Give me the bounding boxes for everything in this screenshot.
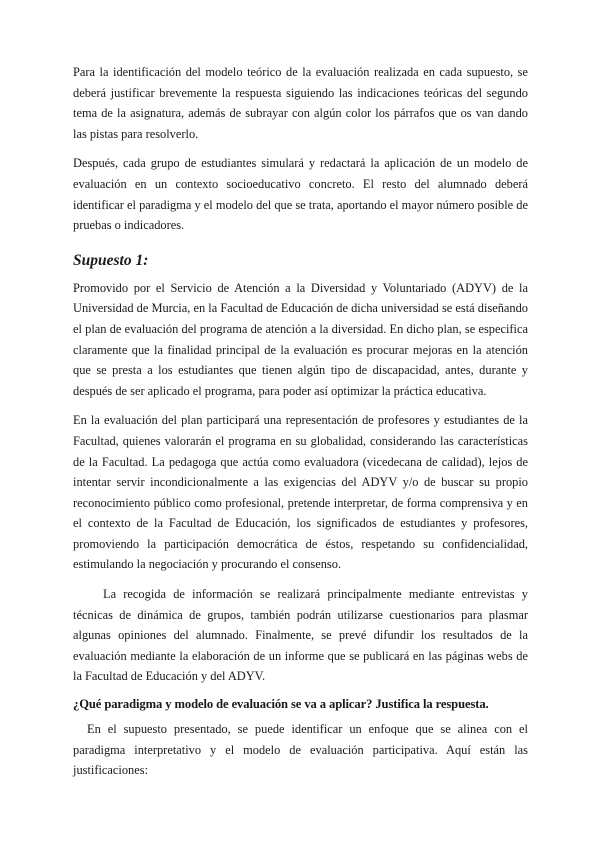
question-heading: ¿Qué paradigma y modelo de evaluación se va a aplicar? Justifica la respuesta. bbox=[73, 697, 489, 712]
intro-paragraph-1: Para la identificación del modelo teórico de la evaluación realizada en cada supuesto, se deberá justificar brevemente la respuesta siguiendo las indicaciones teóricas del segundo tema de la asignatura, además de subrayar con algún color los párrafos que os van dando las pistas para resolverlo. bbox=[73, 65, 528, 141]
document-page bbox=[73, 62, 528, 781]
case-paragraph-3: La recogida de información se realizará principalmente mediante entrevistas y técnicas de dinámica de grupos, también podrán utilizarse cuestionarios para plasmar algunas opiniones del alumnado. Finalmente, se prevé difundir los resultados de la evaluación mediante la elaboración de un informe que se publicará en las páginas webs de la Facultad de Educación y del ADYV. bbox=[73, 587, 528, 684]
section-heading: Supuesto 1: bbox=[73, 251, 149, 269]
answer-paragraph: En el supuesto presentado, se puede identificar un enfoque que se alinea con el paradigma interpretativo y el modelo de evaluación participativa. Aquí están las justificaciones: bbox=[73, 722, 528, 778]
case-paragraph-1: Promovido por el Servicio de Atención a la Diversidad y Voluntariado (ADYV) de la Universidad de Murcia, en la Facultad de Educación de dicha universidad se está diseñando el plan de evaluación del programa de atención a la diversidad. En dicho plan, se especifica claramente que la finalidad principal de la evaluación es procurar mejoras en la atención que se presta a los estudiantes que tienen algún tipo de discapacidad, antes, durante y después de ser aplicado el programa, para poder así optimizar la práctica educativa. bbox=[73, 280, 528, 398]
case-paragraph-2: En la evaluación del plan participará una representación de profesores y estudiantes de la Facultad, quienes valorarán el programa en su globalidad, considerando las características de la Facultad. La pedagoga que actúa como evaluadora (vicedecana de calidad), lejos de intentar servir incondicionalmente a las exigencias del ADYV y/o de buscar su propio reconocimiento público como profesional, pretende interpretar, de forma comprensiva y en el contexto de la Facultad de Educación, los significados de estudiantes y profesores, promoviendo la participación democrática de éstos, respetando su confidencialidad, estimulando la negociación y procurando el consenso. bbox=[73, 413, 528, 572]
intro-paragraph-2: Después, cada grupo de estudiantes simulará y redactará la aplicación de un modelo de evaluación en un contexto socioeducativo concreto. El resto del alumnado deberá identificar el paradigma y el modelo del que se trata, aportando el mayor número posible de pruebas o indicadores. bbox=[73, 156, 528, 233]
